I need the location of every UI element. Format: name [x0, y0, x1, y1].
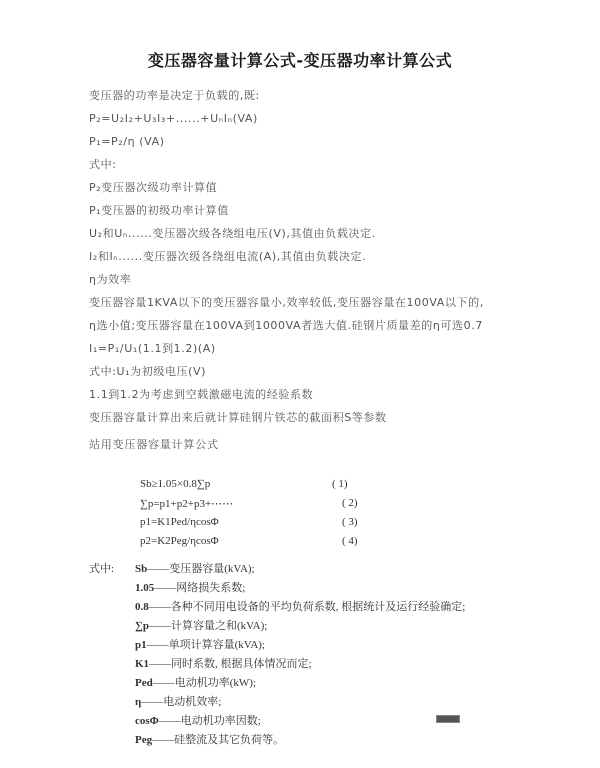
definition-row	[89, 579, 559, 598]
text-line: 式中:	[89, 158, 117, 171]
definition-symbol: 0.8	[135, 601, 149, 613]
formula-number: ( 4)	[342, 535, 358, 547]
text-line: 变压器的功率是决定于负载的,既:	[89, 89, 260, 102]
formula-block	[140, 478, 460, 554]
definition-row	[89, 731, 559, 750]
formula-line: I₁=P₁/U₁(1.1到1.2)(A)	[89, 342, 216, 355]
formula-row	[140, 516, 460, 535]
formula-number: ( 3)	[342, 516, 358, 528]
text-line: P₁变压器的初级功率计算值	[89, 204, 229, 217]
definition-text: ——电动机功率因数;	[158, 715, 261, 727]
formula-expression: ∑p=p1+p2+p3+⋯⋯	[140, 498, 234, 510]
text-line: 变压器容量1KVA以下的变压器容量小,效率较低,变压器容量在100VA以下的,	[89, 296, 484, 309]
text-line: η为效率	[89, 273, 132, 286]
definition-text: ——电动机功率(kW);	[152, 677, 256, 689]
page-title: 变压器容量计算公式-变压器功率计算公式	[147, 51, 453, 70]
definition-text: ——硅整流及其它负荷等。	[152, 734, 285, 746]
definition-symbol: η	[135, 696, 142, 708]
definition-row	[89, 674, 559, 693]
definition-row	[89, 617, 559, 636]
text-line: 变压器容量计算出来后就计算硅钢片铁芯的截面积S等参数	[89, 411, 387, 424]
text-line: P₂变压器次级功率计算值	[89, 181, 218, 194]
formula-expression: p1=K1Ped/ηcosΦ	[140, 516, 219, 528]
definition-text: ——各种不同用电设备的平均负荷系数, 根据统计及运行经验确定;	[148, 601, 466, 613]
definition-symbol: Ped	[135, 677, 153, 689]
text-line: I₂和Iₙ......变压器次级各绕组电流(A),其值由负载决定.	[89, 250, 367, 263]
formula-line: P₁=P₂/η (VA)	[89, 135, 165, 148]
formula-expression: Sb≥1.05×0.8∑p	[140, 478, 211, 490]
section-heading: 站用变压器容量计算公式	[89, 438, 219, 451]
definitions-lead: 式中:	[89, 563, 115, 575]
formula-row	[140, 497, 460, 516]
definition-row	[89, 598, 559, 617]
body-text	[89, 90, 569, 435]
text-line: η选小值;变压器容量在100VA到1000VA者选大值.硅钢片质量差的η可选0.7	[89, 319, 483, 332]
definition-row	[89, 560, 559, 579]
definition-symbol: K1	[135, 658, 150, 670]
formula-row	[140, 535, 460, 554]
definitions-list	[89, 560, 559, 750]
definition-text: ——同时系数, 根据具体情况而定;	[149, 658, 312, 670]
definition-symbol: 1.05	[135, 582, 155, 594]
definition-text: ——网络损失系数;	[154, 582, 246, 594]
definition-symbol: ∑p	[135, 620, 149, 632]
definition-symbol: p1	[135, 639, 147, 651]
definition-text: ——变压器容量(kVA);	[147, 563, 255, 575]
formula-number: ( 2)	[342, 497, 358, 509]
definition-text: ——计算容量之和(kVA);	[148, 620, 268, 632]
definition-symbol: Peg	[135, 734, 153, 746]
definition-row	[89, 693, 559, 712]
text-line: 式中:U₁为初级电压(V)	[89, 365, 207, 378]
definition-row	[89, 636, 559, 655]
formula-row	[140, 478, 460, 497]
formula-expression: p2=K2Peg/ηcosΦ	[140, 535, 219, 547]
definition-text: ——单项计算容量(kVA);	[146, 639, 265, 651]
text-line: 1.1到1.2为考虑到空载激磁电流的经验系数	[89, 388, 314, 401]
definition-row	[89, 712, 559, 731]
text-line: U₂和Uₙ......变压器次级各绕组电压(V),其值由负载决定.	[89, 227, 376, 240]
formula-number: ( 1)	[332, 478, 348, 490]
watermark-mark	[436, 715, 460, 723]
definition-text: ——电动机效率;	[141, 696, 222, 708]
definition-row	[89, 655, 559, 674]
definition-symbol: Sb	[135, 563, 148, 575]
formula-line: P₂=U₂I₂+U₃I₃+......+UₙIₙ(VA)	[89, 112, 258, 125]
definition-symbol: cosΦ	[135, 715, 159, 727]
